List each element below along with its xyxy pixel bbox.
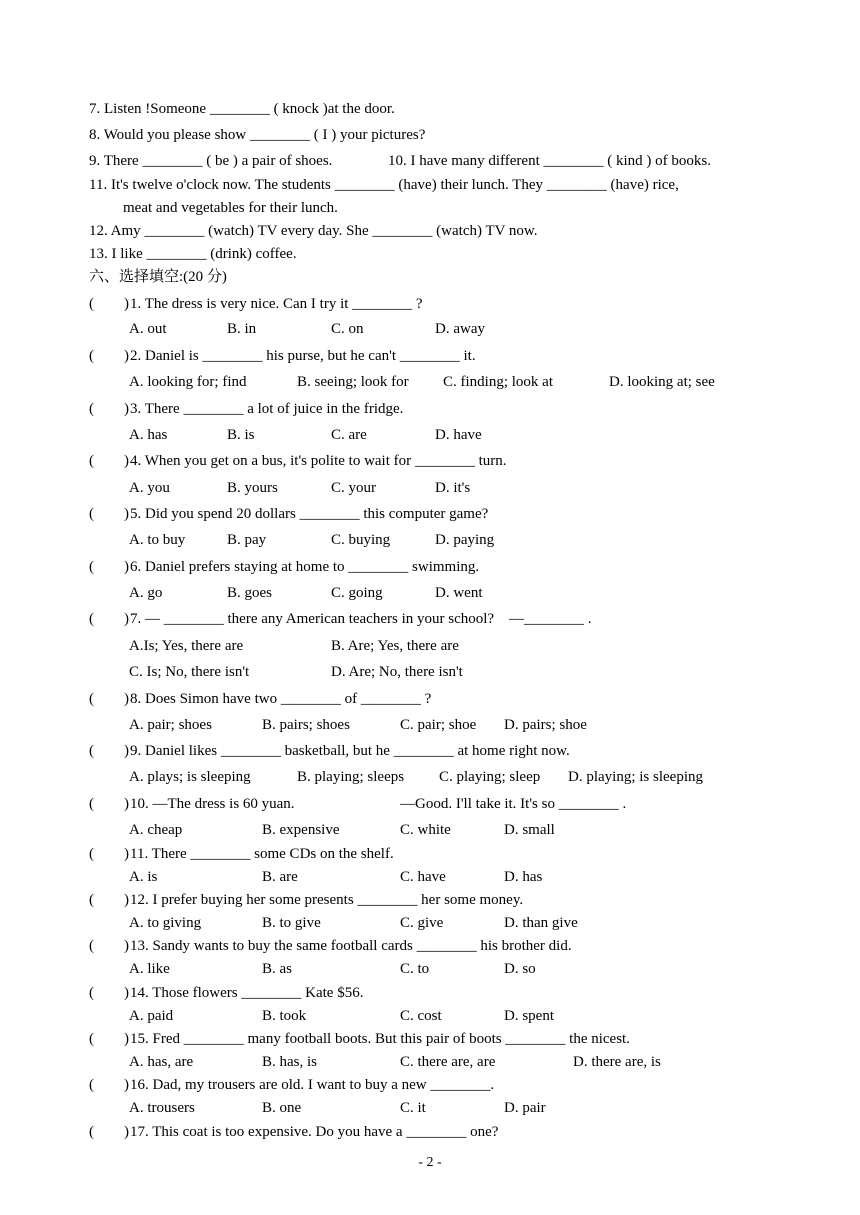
option: A. has, are xyxy=(129,1054,194,1070)
option: B. Are; Yes, there are xyxy=(331,638,459,654)
answer-bracket: ( ) xyxy=(89,846,129,862)
option: A. plays; is sleeping xyxy=(129,769,251,785)
option: B. pay xyxy=(227,532,267,548)
answer-bracket: ( ) xyxy=(89,938,129,954)
option: D. small xyxy=(504,822,555,838)
question-text: 15. Fred ________ many football boots. But this pair of boots ________ the nicest. xyxy=(130,1031,630,1047)
page-number: - 2 - xyxy=(418,1155,442,1170)
option: B. pairs; shoes xyxy=(262,717,350,733)
option: D. looking at; see xyxy=(609,374,715,390)
option: C. to xyxy=(400,961,430,977)
option: D. playing; is sleeping xyxy=(568,769,703,785)
option: C. going xyxy=(331,585,383,601)
question-text: 17. This coat is too expensive. Do you have a ________ one? xyxy=(130,1124,499,1140)
question-text-reply: —Good. I'll take it. It's so ________ . xyxy=(400,796,627,812)
option: B. one xyxy=(262,1100,302,1116)
option: A. has xyxy=(129,427,168,443)
option: C. playing; sleep xyxy=(439,769,541,785)
answer-bracket: ( ) xyxy=(89,1077,129,1093)
option: A. like xyxy=(129,961,170,977)
option: C. are xyxy=(331,427,367,443)
fill-question-7: 7. Listen !Someone ________ ( knock )at the door. xyxy=(89,101,395,117)
option: B. goes xyxy=(227,585,272,601)
option: D. pair xyxy=(504,1100,546,1116)
fill-question-11-cont: meat and vegetables for their lunch. xyxy=(123,200,338,216)
option: B. in xyxy=(227,321,257,337)
option: A. to buy xyxy=(129,532,186,548)
option: A. looking for; find xyxy=(129,374,247,390)
fill-question-12: 12. Amy ________ (watch) TV every day. She ________ (watch) TV now. xyxy=(89,223,538,239)
answer-bracket: ( ) xyxy=(89,796,129,812)
option: C. there are, are xyxy=(400,1054,496,1070)
option: A. is xyxy=(129,869,158,885)
question-text: 7. — ________ there any American teachers in your school? —________ . xyxy=(130,611,592,627)
answer-bracket: ( ) xyxy=(89,611,129,627)
option: C. finding; look at xyxy=(443,374,553,390)
option: D. have xyxy=(435,427,482,443)
fill-question-9: 9. There ________ ( be ) a pair of shoes. xyxy=(89,153,333,169)
option: B. took xyxy=(262,1008,307,1024)
option: D. it's xyxy=(435,480,471,496)
fill-question-8: 8. Would you please show ________ ( I ) your pictures? xyxy=(89,127,426,143)
answer-bracket: ( ) xyxy=(89,401,129,417)
question-text: 8. Does Simon have two ________ of ________ ? xyxy=(130,691,432,707)
option: A. paid xyxy=(129,1008,174,1024)
question-text: 3. There ________ a lot of juice in the fridge. xyxy=(130,401,404,417)
answer-bracket: ( ) xyxy=(89,743,129,759)
option: B. expensive xyxy=(262,822,340,838)
answer-bracket: ( ) xyxy=(89,892,129,908)
question-text: 9. Daniel likes ________ basketball, but he ________ at home right now. xyxy=(130,743,570,759)
option: A. to giving xyxy=(129,915,202,931)
question-text: 1. The dress is very nice. Can I try it ________ ? xyxy=(130,296,423,312)
option: C. your xyxy=(331,480,376,496)
option: A.Is; Yes, there are xyxy=(129,638,244,654)
option: B. seeing; look for xyxy=(297,374,409,390)
option: D. pairs; shoe xyxy=(504,717,587,733)
section-title: 六、选择填空:(20 分) xyxy=(89,269,227,285)
option: A. pair; shoes xyxy=(129,717,212,733)
option: C. buying xyxy=(331,532,391,548)
option: D. so xyxy=(504,961,536,977)
option: D. than give xyxy=(504,915,578,931)
question-text: 4. When you get on a bus, it's polite to wait for ________ turn. xyxy=(130,453,507,469)
answer-bracket: ( ) xyxy=(89,985,129,1001)
option: D. spent xyxy=(504,1008,554,1024)
question-text: 16. Dad, my trousers are old. I want to buy a new ________. xyxy=(130,1077,495,1093)
question-text: 11. There ________ some CDs on the shelf. xyxy=(130,846,394,862)
option: A. you xyxy=(129,480,170,496)
option: C. white xyxy=(400,822,451,838)
option: C. on xyxy=(331,321,364,337)
option: C. give xyxy=(400,915,444,931)
question-text: 13. Sandy wants to buy the same football cards ________ his brother did. xyxy=(130,938,572,954)
option: B. is xyxy=(227,427,255,443)
option: C. it xyxy=(400,1100,426,1116)
question-text: 12. I prefer buying her some presents ________ her some money. xyxy=(130,892,524,908)
option: B. playing; sleeps xyxy=(297,769,405,785)
option: D. away xyxy=(435,321,485,337)
option: C. cost xyxy=(400,1008,442,1024)
option: D. went xyxy=(435,585,483,601)
option: B. to give xyxy=(262,915,321,931)
fill-question-13: 13. I like ________ (drink) coffee. xyxy=(89,246,297,262)
option: C. pair; shoe xyxy=(400,717,477,733)
answer-bracket: ( ) xyxy=(89,453,129,469)
question-text: 2. Daniel is ________ his purse, but he can't ________ it. xyxy=(130,348,476,364)
question-text: 5. Did you spend 20 dollars ________ this computer game? xyxy=(130,506,489,522)
fill-question-10: 10. I have many different ________ ( kind ) of books. xyxy=(388,153,711,169)
answer-bracket: ( ) xyxy=(89,348,129,364)
option: A. trousers xyxy=(129,1100,195,1116)
option: B. are xyxy=(262,869,298,885)
answer-bracket: ( ) xyxy=(89,506,129,522)
option: A. out xyxy=(129,321,167,337)
question-text: 14. Those flowers ________ Kate $56. xyxy=(130,985,364,1001)
answer-bracket: ( ) xyxy=(89,296,129,312)
option: B. as xyxy=(262,961,292,977)
option: D. Are; No, there isn't xyxy=(331,664,463,680)
option: A. go xyxy=(129,585,163,601)
option: C. Is; No, there isn't xyxy=(129,664,250,680)
answer-bracket: ( ) xyxy=(89,1124,129,1140)
option: A. cheap xyxy=(129,822,183,838)
option: D. there are, is xyxy=(573,1054,661,1070)
fill-question-11: 11. It's twelve o'clock now. The students ________ (have) their lunch. They ________ (have) rice, xyxy=(89,177,679,193)
option: D. paying xyxy=(435,532,495,548)
answer-bracket: ( ) xyxy=(89,559,129,575)
question-text: 10. —The dress is 60 yuan. xyxy=(130,796,295,812)
option: C. have xyxy=(400,869,446,885)
option: D. has xyxy=(504,869,543,885)
option: B. has, is xyxy=(262,1054,318,1070)
answer-bracket: ( ) xyxy=(89,691,129,707)
option: B. yours xyxy=(227,480,278,496)
question-text: 6. Daniel prefers staying at home to ________ swimming. xyxy=(130,559,480,575)
answer-bracket: ( ) xyxy=(89,1031,129,1047)
